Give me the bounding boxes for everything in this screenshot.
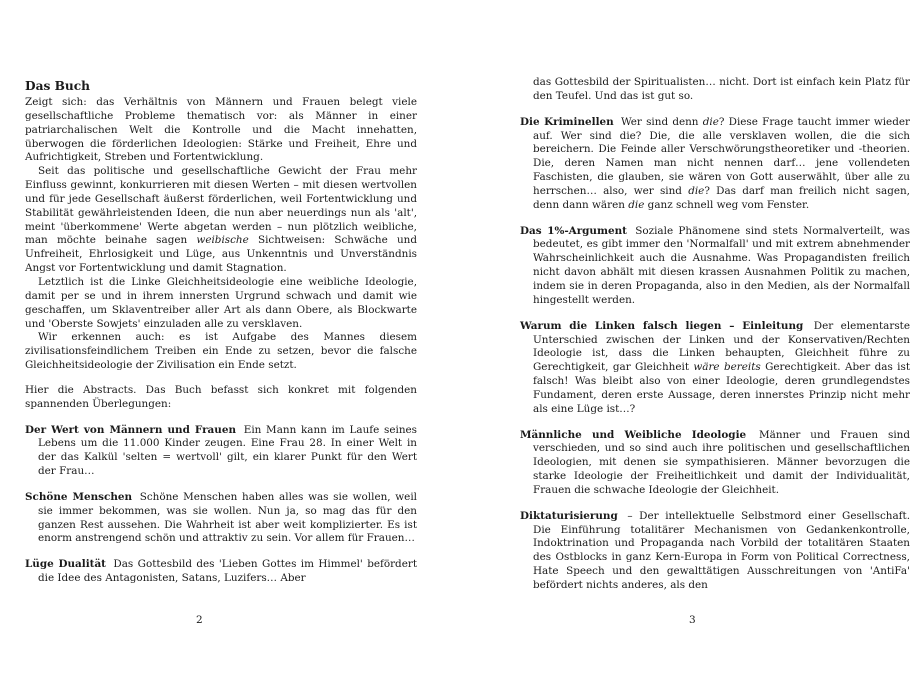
abstract-entry-diktaturisierung <box>520 510 910 593</box>
entry-emphasis-2: die <box>688 184 705 197</box>
intro-paragraph-1: Zeigt sich: das Verhältnis von Männern und Frauen belegt viele gesellschaftliche Probleme thematisch vor: als Männer in einer patriarchalischen Welt die Kontrolle und die Macht innehatten, überwogen die förderlichen Ideologien: Stärke und Freiheit, Ehre und Aufrichtigkeit, Streben und Fortentwicklung. <box>25 96 417 164</box>
entry-text-d: ganz schnell weg vom Fenster. <box>644 198 810 211</box>
intro-p2-emphasis: weibische <box>196 234 249 247</box>
entry-emphasis: wäre bereits <box>693 361 761 374</box>
page-number-left: 2 <box>196 614 203 626</box>
entry-term: Das 1%-Argument <box>520 224 627 237</box>
entry-text-a: Der elementarste Unterschied zwischen der Linken und der Konservativen/Rechten Ideologie ist, dass die Linken behaupten, Gleichheit führe zu Gerechtigkeit, gar Gleichheit <box>533 319 910 374</box>
entry-text-b: Gerechtigkeit. Aber das ist falsch! Was bleibt also von einer Ideologie, deren grundlegendstes Fundament, deren erste Aussage, deren innerstes Prinzip nicht mehr als eine Lüge ist…? <box>533 361 910 415</box>
abstract-entry-kriminelle <box>520 116 910 213</box>
entry-term: Der Wert von Männern und Frauen <box>25 423 236 436</box>
entry-text: Das Gottesbild des 'Lieben Gottes im Himmel' befördert die Idee des Antagonisten, Satans, Luzifers… Aber <box>38 558 418 585</box>
entry-continuation: das Gottesbild der Spiritualisten… nicht. Dort ist einfach kein Platz für den Teufel. Und das ist gut so. <box>533 76 910 102</box>
entry-term: Die Kriminellen <box>520 115 614 128</box>
entry-term: Schöne Menschen <box>25 490 133 503</box>
entry-term: Warum die Linken falsch liegen – Einleitung <box>520 319 804 332</box>
entry-text: Männer und Frauen sind verschieden, und so sind auch ihre politischen und gesellschaftlichen Ideologien, mit denen sie sympathisieren. Männer bevorzugen die starke Ideologie der Freiheitlichkeit und damit der Individualität, Frauen die schwache Ideologie der Gleichheit. <box>533 428 910 496</box>
left-text-column <box>25 78 417 598</box>
entry-text: Schöne Menschen haben alles was sie wollen, weil sie immer bekommen, was sie wollen. Nun ja, so mag das für den ganzen Rest aussehen. Die Wahrheit ist aber weit komplizierter. Es ist enorm anstrengend schön und attraktiv zu sein. Vor allem für Frauen… <box>38 490 417 545</box>
abstract-entry-wert <box>25 424 417 479</box>
abstracts-intro: Hier die Abstracts. Das Buch befasst sich konkret mit folgenden spannenden Überlegungen: <box>25 383 417 410</box>
intro-paragraph-3: Letztlich ist die Linke Gleichheitsideologie eine weibliche Ideologie, damit per se und in ihrem innersten Urgrund schwach und damit wie geschaffen, um Sklaventreiber aller Art als dann Obere, als Blockwarte und 'Oberste Sowjets' einzuladen alle zu versklaven. <box>25 275 417 330</box>
abstract-entry-ideologie <box>520 429 910 498</box>
intro-paragraph-2 <box>25 165 417 276</box>
entry-term: Männliche und Weibliche Ideologie <box>520 428 747 441</box>
right-text-column <box>520 76 910 605</box>
abstract-entry-linke <box>520 320 910 417</box>
entry-emphasis-3: die <box>628 198 645 211</box>
intro-paragraph-4: Wir erkennen auch: es ist Aufgabe des Mannes diesem zivilisationsfeindlichem Treiben ein Ende zu setzen, bevor die falsche Gleichheitsideologie der Zivilisation ein Ende setzt. <box>25 331 417 372</box>
entry-term: Lüge Dualität <box>25 558 106 571</box>
entry-emphasis-1: die <box>702 115 719 128</box>
entry-text-c: ? Das darf man freilich nicht sagen, denn dann wären <box>533 184 910 211</box>
spacer <box>25 373 417 384</box>
abstract-entry-schoene-menschen <box>25 491 417 546</box>
intro-p2-text-a: Seit das politische und gesellschaftliche Gewicht der Frau mehr Einfluss gewinnt, konkurrieren mit diesen Werten – mit diesen wertvollen und für jede Gesellschaft äußerst förderlichen, weil Fortentwicklung und Stabilität gewährleistenden Ideen, die nun aber neuerdings nun als 'alt', meint 'überkommene' Werte abgetan werden – nun plötzlich weibliche, man möchte beinahe sagen <box>25 165 417 247</box>
entry-text: Soziale Phänomene sind stets Normalverteilt, was bedeutet, es gibt immer den 'Normalfall' und mit extrem abnehmender Wahrscheinlichkeit auch die Ausnahme. Was Propagandisten freilich nicht davon abhält mit diesen krassen Ausnahmen Politik zu machen, indem sie in deren Propaganda, also in den Medien, als der Normalfall hingestellt werden. <box>533 224 910 306</box>
intro-p2-text-b: Sichtweisen: Schwäche und Unfreiheit, Ehrlosigkeit und Lüge, aus Unkenntnis und Unverständnis Angst vor Fortentwicklung und damit Stagnation. <box>25 234 417 275</box>
right-page <box>450 0 910 675</box>
abstract-entry-luege-dualitaet <box>25 558 417 586</box>
entry-text-a: Wer sind denn <box>620 115 703 128</box>
entry-term: Diktaturisierung <box>520 509 618 522</box>
entry-text: – Der intellektuelle Selbstmord einer Gesellschaft. Die Einführung totalitärer Mechanismen von Gedankenkontrolle, Indoktrination und Propaganda nach Vorbild der totalitären Staaten des Ostblocks in ganz Kern-Europa in Form von Political Correctness, Hate Speech und den gewalttätigen Ausschreitungen von 'AntiFa' befördert nichts anderes, als den <box>533 509 910 591</box>
section-title: Das Buch <box>25 79 91 93</box>
page-number-right: 3 <box>689 614 696 626</box>
abstract-entry-1-prozent <box>520 225 910 308</box>
entry-text: Ein Mann kann im Laufe seines Lebens um die 11.000 Kinder zeugen. Eine Frau 28. In einer Welt in der das Kalkül 'selten = wertvoll' gilt, ein klarer Punkt für den Wert der Frau… <box>38 423 417 478</box>
left-page <box>0 0 450 675</box>
entry-text-b: ? Diese Frage taucht immer wieder auf. Wer sind die? Die, die alle versklaven wollen, die die sich bereichern. Die Feinde aller Verschwörungstheoretiker und -theorien. Die, deren Namen man nicht nennen darf… jene vollendeten Faschisten, die glauben, sie wären von Gott auserwählt, über alle zu herrschen… also, wer sind <box>533 115 910 197</box>
